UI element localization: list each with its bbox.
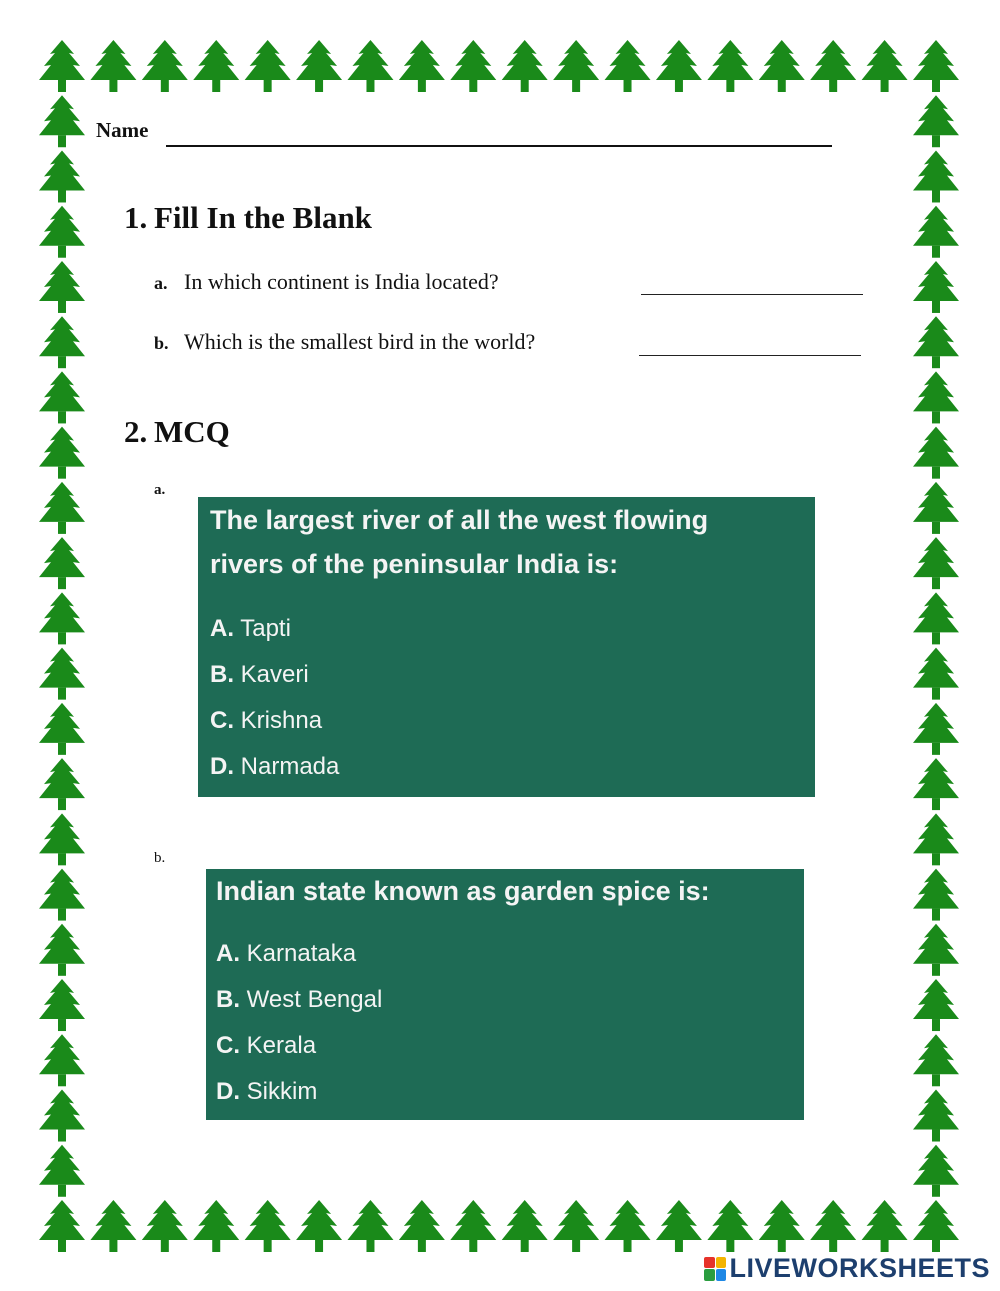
pine-tree-icon [913,1145,959,1197]
option-text: Krishna [240,707,323,734]
pine-tree-icon [913,592,959,644]
pine-tree-icon [913,206,959,258]
pine-tree-icon [862,40,908,92]
pine-tree-icon [39,482,85,534]
question-letter: a. [154,273,168,293]
option-key: C. [216,1032,240,1059]
liveworksheets-brand[interactable] [704,1253,990,1284]
pine-tree-icon [399,1200,445,1252]
pine-tree-icon [90,1200,136,1252]
pine-tree-icon [39,758,85,810]
brand-name: LIVEWORKSHEETS [729,1253,990,1283]
pine-tree-icon [862,1200,908,1252]
mcq-option-b[interactable] [210,652,803,698]
pine-tree-icon [39,261,85,313]
pine-tree-icon [913,924,959,976]
pine-tree-icon [90,40,136,92]
pine-tree-icon [39,316,85,368]
pine-tree-icon [193,1200,239,1252]
option-text: Kerala [246,1032,317,1059]
pine-tree-icon [39,1034,85,1086]
pine-tree-icon [913,261,959,313]
logo-block [704,1257,715,1269]
pine-tree-icon [810,40,856,92]
option-key: B. [216,986,240,1013]
mcq-option-a[interactable] [216,931,794,977]
mcq-question-line: rivers of the peninsular India is: [210,549,619,579]
question-text: In which continent is India located? [184,269,499,294]
pine-tree-icon [39,1145,85,1197]
pine-tree-icon [39,150,85,202]
pine-tree-icon [913,95,959,147]
pine-tree-icon [39,979,85,1031]
logo-block [704,1269,715,1281]
pine-tree-icon [39,427,85,479]
option-text: Tapti [240,615,291,642]
option-text: West Bengal [246,986,383,1013]
pine-tree-icon [913,482,959,534]
pine-tree-icon [553,40,599,92]
pine-tree-icon [245,1200,291,1252]
mcq-card-b [206,869,804,1120]
mcq-letter-a: a. [154,482,166,498]
pine-tree-icon [347,1200,393,1252]
name-label: Name [96,118,149,142]
pine-tree-icon [399,40,445,92]
mcq-option-b[interactable] [216,977,794,1023]
mcq-card-a [198,497,815,797]
pine-tree-icon [142,1200,188,1252]
section-title-fill-in-blank [124,200,372,236]
pine-tree-icon [39,206,85,258]
pine-tree-icon [913,316,959,368]
question-letter: b. [154,333,169,353]
pine-tree-icon [39,648,85,700]
pine-tree-icon [193,40,239,92]
section-number: 1. [124,200,148,235]
option-key: C. [210,707,234,734]
pine-tree-icon [39,924,85,976]
name-answer-line[interactable] [166,145,832,147]
pine-tree-icon [39,869,85,921]
pine-tree-icon [39,703,85,755]
pine-tree-icon [913,40,959,92]
mcq-option-c[interactable] [210,698,803,744]
section-title-mcq [124,414,230,450]
pine-tree-icon [913,813,959,865]
pine-tree-icon [245,40,291,92]
section-number: 2. [124,414,148,449]
pine-tree-icon [39,1200,85,1252]
pine-tree-icon [913,1090,959,1142]
fill-question-a [154,269,499,295]
mcq-question-line: Indian state known as garden spice is: [216,876,710,906]
pine-tree-icon [913,648,959,700]
pine-tree-icon [605,40,651,92]
section-title-text: Fill In the Blank [154,200,372,235]
pine-tree-icon [39,40,85,92]
pine-tree-icon [39,537,85,589]
liveworksheets-logo-icon [704,1257,726,1281]
logo-block [716,1269,727,1281]
option-key: D. [216,1078,240,1105]
mcq-letter-b: b. [154,850,166,866]
pine-tree-icon [502,1200,548,1252]
pine-tree-icon [656,1200,702,1252]
pine-tree-icon [347,40,393,92]
pine-tree-icon [605,1200,651,1252]
pine-tree-icon [913,869,959,921]
pine-tree-icon [913,703,959,755]
option-key: A. [216,940,240,967]
pine-tree-icon [810,1200,856,1252]
option-text: Narmada [240,753,340,780]
pine-tree-icon [296,1200,342,1252]
pine-tree-icon [39,813,85,865]
logo-block [716,1257,727,1269]
mcq-option-d[interactable] [210,744,803,790]
option-key: D. [210,753,234,780]
pine-tree-icon [39,592,85,644]
section-title-text: MCQ [154,414,230,449]
pine-tree-icon [39,1090,85,1142]
option-key: B. [210,661,234,688]
option-text: Sikkim [246,1078,318,1105]
answer-blank-a[interactable] [641,294,863,295]
pine-tree-icon [450,1200,496,1252]
pine-tree-icon [450,40,496,92]
pine-tree-icon [296,40,342,92]
pine-tree-icon [913,1200,959,1252]
pine-tree-icon [656,40,702,92]
pine-tree-icon [39,371,85,423]
pine-tree-icon [759,40,805,92]
pine-tree-icon [913,427,959,479]
pine-tree-icon [707,40,753,92]
mcq-question-line: The largest river of all the west flowing [210,505,709,535]
fill-question-b [154,329,535,355]
pine-tree-icon [142,40,188,92]
pine-tree-icon [913,150,959,202]
pine-tree-icon [913,979,959,1031]
pine-tree-icon [502,40,548,92]
mcq-option-d[interactable] [216,1069,794,1115]
option-text: Karnataka [246,940,357,967]
pine-tree-icon [913,537,959,589]
pine-tree-icon [913,1034,959,1086]
pine-tree-icon [913,371,959,423]
option-text: Kaveri [240,661,309,688]
question-text: Which is the smallest bird in the world? [184,329,536,354]
mcq-option-a[interactable] [210,606,803,652]
pine-tree-icon [759,1200,805,1252]
pine-tree-icon [39,95,85,147]
pine-tree-icon [913,758,959,810]
answer-blank-b[interactable] [639,355,861,356]
mcq-option-c[interactable] [216,1023,794,1069]
option-key: A. [210,615,234,642]
pine-tree-icon [553,1200,599,1252]
pine-tree-icon [707,1200,753,1252]
